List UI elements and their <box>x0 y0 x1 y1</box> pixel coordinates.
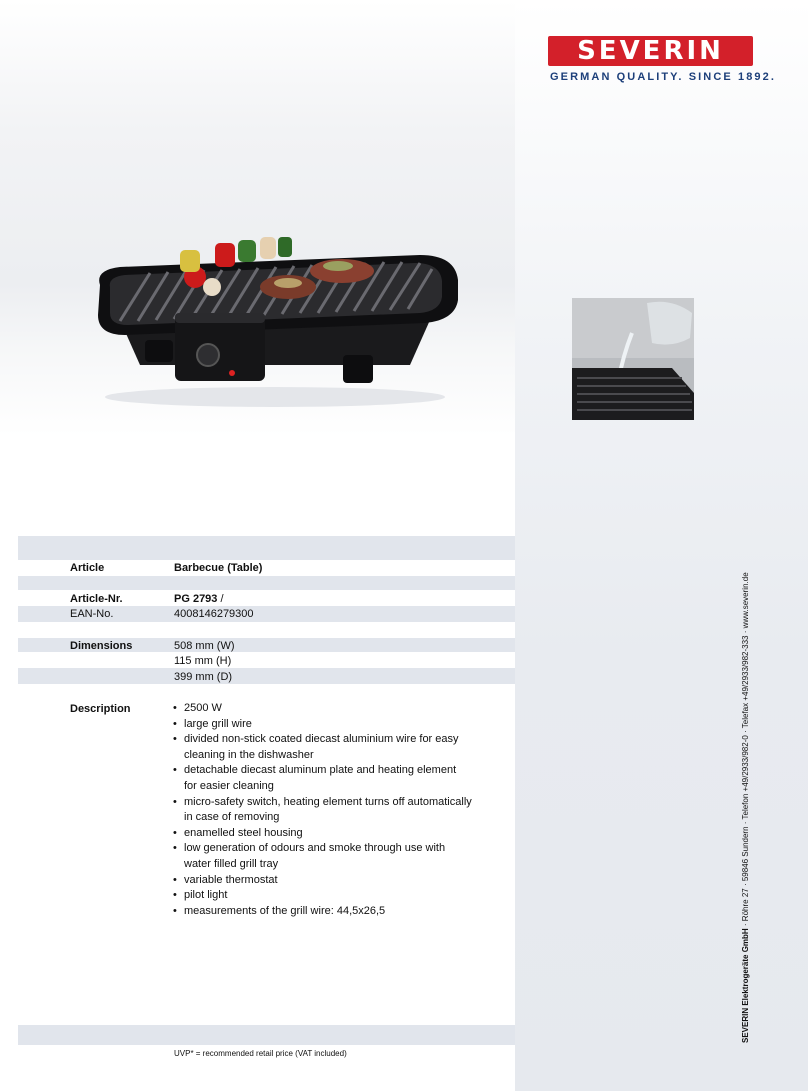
dimensions-label: Dimensions <box>70 640 133 652</box>
list-item: • low generation of odours and smoke through use with water filled grill tray <box>172 841 472 872</box>
description-label: Description <box>70 703 131 715</box>
list-item: • enamelled steel housing <box>172 826 472 842</box>
article-nr-value: PG 2793 <box>174 593 218 605</box>
article-nr-suffix: / <box>217 593 224 605</box>
dimension-depth: 399 mm (D) <box>174 671 233 683</box>
price-footnote: UVP* = recommended retail price (VAT included) <box>174 1049 347 1058</box>
detail-image <box>572 298 694 420</box>
company-details: · Röhre 27 · 59846 Sundern · Telefon +49/2933/982-0 · Telefax +49/2933/982-333 · www.severin.de <box>741 572 750 929</box>
company-contact-vertical <box>741 572 750 1043</box>
dimension-height: 115 mm (H) <box>174 655 232 667</box>
dimension-width: 508 mm (W) <box>174 640 235 652</box>
list-item: • detachable diecast aluminum plate and heating element for easier cleaning <box>172 763 472 794</box>
article-nr-label: Article-Nr. <box>70 593 123 605</box>
list-item: • variable thermostat <box>172 873 472 889</box>
ean-value: 4008146279300 <box>174 608 254 620</box>
ean-label: EAN-No. <box>70 608 114 620</box>
company-name: SEVERIN Elektrogeräte GmbH <box>741 928 750 1043</box>
list-item: • large grill wire <box>172 717 472 733</box>
list-item: • measurements of the grill wire: 44,5x26,5 <box>172 904 472 920</box>
article-label: Article <box>70 562 105 574</box>
list-item: • pilot light <box>172 888 472 904</box>
page-background-right <box>515 0 808 1091</box>
logo-wordmark: SEVERIN <box>577 36 724 66</box>
table-band <box>18 536 515 560</box>
list-item: • divided non-stick coated diecast aluminium wire for easy cleaning in the dishwasher <box>172 732 472 763</box>
table-band <box>18 668 515 684</box>
article-nr-row <box>174 591 224 607</box>
list-item: • micro-safety switch, heating element turns off automatically in case of removing <box>172 795 472 826</box>
list-item: • 2500 W <box>172 701 472 717</box>
table-band <box>18 1025 515 1045</box>
table-band <box>18 576 515 590</box>
article-value: Barbecue (Table) <box>174 562 263 574</box>
logo-tagline: GERMAN QUALITY. SINCE 1892. <box>550 71 777 83</box>
description-list <box>172 701 472 919</box>
severin-logo <box>548 36 777 86</box>
product-image <box>80 225 465 410</box>
